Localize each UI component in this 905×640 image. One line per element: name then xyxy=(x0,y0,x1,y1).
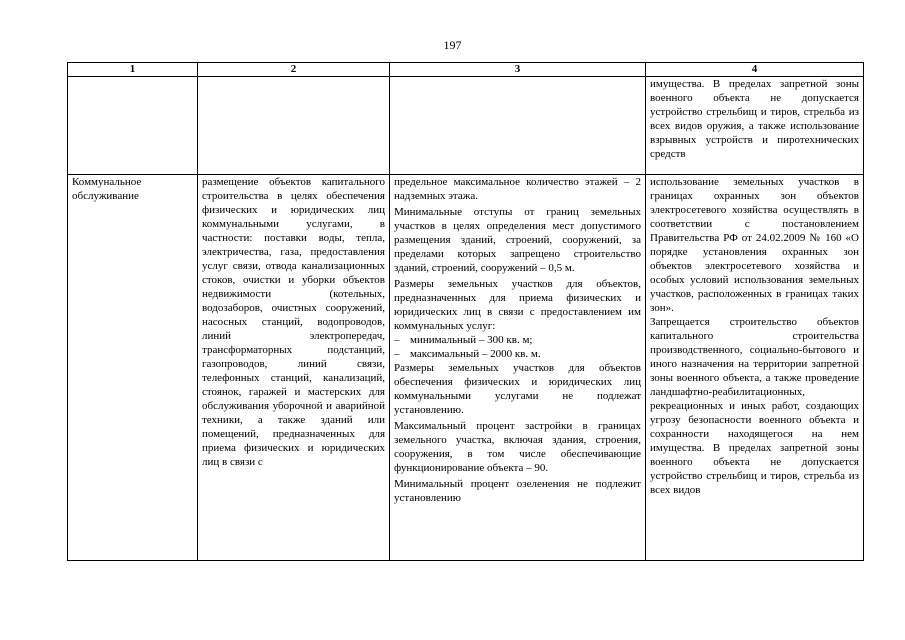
plot-size-intro-text: Размеры земельных участков для объектов, предназначенных для приема физических и юридических лиц в связи с предоставлением им коммунальных услуг: xyxy=(394,278,641,332)
dash-marker: – xyxy=(394,348,400,360)
row1-col4-cell: имущества. В пределах запретной зоны военного объекта не допускается устройство стрельбищ и тиров, стрельба из всех видов оружия, а также использование взрывных устройств и пиротехнических средств xyxy=(646,77,864,175)
max-plot-size-text: максимальный – 2000 кв. м. xyxy=(410,348,541,360)
column-header-1: 1 xyxy=(68,63,198,77)
row1-col2-cell xyxy=(198,77,390,175)
table-row xyxy=(68,77,864,175)
built-up-percent-text: Максимальный процент застройки в границах земельного участка, включая здания, строения, сооружения, в том числе обеспечивающие функционирование объекта – 90. xyxy=(394,420,641,474)
plot-size-note-text: Размеры земельных участков для объектов обеспечения физических и юридических лиц коммунальными услугами не подлежат установлению. xyxy=(394,362,641,416)
zoning-table xyxy=(67,62,864,561)
column-header-3: 3 xyxy=(390,63,646,77)
list-item xyxy=(394,333,641,347)
row2-col3-cell xyxy=(390,175,646,561)
table-header-row xyxy=(68,63,864,77)
list-item xyxy=(394,347,641,361)
storeys-limit-text: предельное максимальное количество этажей – 2 надземных этажа. xyxy=(394,176,641,202)
row2-col2-cell: размещение объектов капитального строительства в целях обеспечения физических и юридических лиц коммунальными услугами, в частности: поставки воды, тепла, электричества, газа, предоставления услуг связи, отвода канализационных стоков, очистки и уборки объектов недвижимости (котельных, водозаборов, очистных сооружений, насосных станций, водопроводов, линий электропередач, трансформаторных подстанций, газопроводов, линий связи, телефонных станций, канализаций, стоянок, гаражей и мастерских для обслуживания уборочной и аварийной техники, а также зданий или помещений, предназначенных для приема физических и юридических лиц в связи с xyxy=(198,175,390,561)
dash-marker: – xyxy=(394,334,400,346)
table-row xyxy=(68,175,864,561)
row1-col1-cell xyxy=(68,77,198,175)
power-zone-restriction-text: использование земельных участков в границах охранных зон объектов электросетевого хозяйства осуществлять в соответствии с постановлением Правительства РФ от 24.02.2009 № 160 «О порядке установления охранных зон объектов электросетевого хозяйства и особых условий использования земельных участков, расположенных в границах таких зон». xyxy=(650,176,859,314)
row2-col1-cell: Коммунальное обслуживание xyxy=(68,175,198,561)
military-zone-restriction-text: Запрещается строительство объектов капитального строительства производственного, социально-бытового и иного назначения на территории запретной зоны военного объекта, а также проведение ландшафтно-реабилитационных, рекреационных и иных работ, создающих угрозу безопасности военного объекта и сохранности находящегося на нем имущества. В пределах запретной зоны военного объекта не допускается устройство стрельбищ и тиров, стрельба из всех видов xyxy=(650,316,859,496)
page-number: 197 xyxy=(443,38,462,52)
row2-col4-cell xyxy=(646,175,864,561)
min-plot-size-text: минимальный – 300 кв. м; xyxy=(410,334,533,346)
greenery-percent-text: Минимальный процент озеленения не подлежит установлению xyxy=(394,478,641,504)
column-header-2: 2 xyxy=(198,63,390,77)
setbacks-text: Минимальные отступы от границ земельных участков в целях определения мест допустимого размещения зданий, строений, сооружений, за пределами которых запрещено строительство зданий, строений, сооружений – 0,5 м. xyxy=(394,206,641,274)
row1-col3-cell xyxy=(390,77,646,175)
column-header-4: 4 xyxy=(646,63,864,77)
